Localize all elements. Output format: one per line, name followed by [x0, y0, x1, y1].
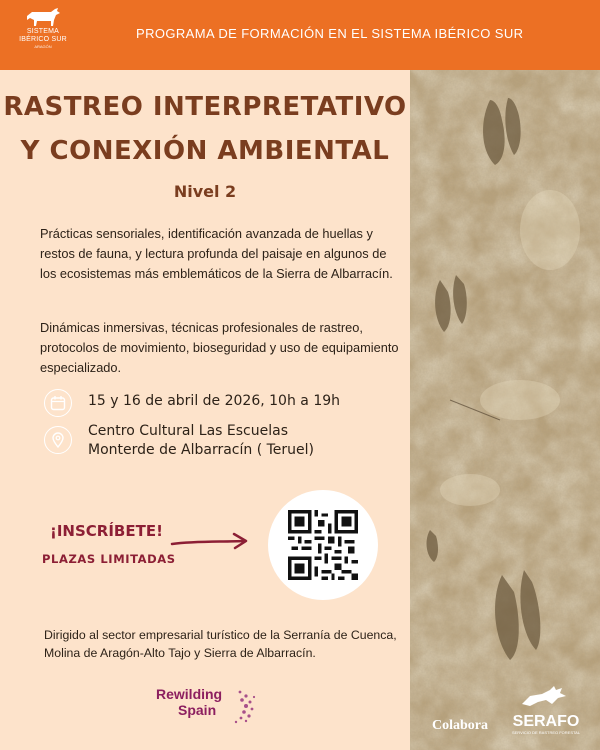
arrow-right-icon — [170, 531, 250, 551]
title-line2: Y CONEXIÓN AMBIENTAL — [20, 136, 390, 166]
serafo-name: SERAFO — [512, 713, 580, 730]
rewilding-spain-logo — [156, 684, 266, 730]
venue-location: Monterde de Albarracín ( Teruel) — [88, 442, 315, 458]
spain-word: Spain — [178, 702, 217, 718]
description-paragraph-2: Dinámicas inmersivas, técnicas profesionales de rastreo, protocolos de movimiento, bioseguridad y uso de equipamiento especializado. — [40, 320, 399, 375]
venue-name: Centro Cultural Las Escuelas — [88, 423, 288, 439]
bull-icon — [23, 6, 63, 28]
program-title: PROGRAMA DE FORMACIÓN EN EL SISTEMA IBÉRICO SUR — [136, 26, 524, 41]
running-deer-icon — [516, 684, 576, 710]
audience-text: Dirigido al sector empresarial turístico de la Serranía de Cuenca, Molina de Aragón-Alto Tajo y Sierra de Albarracín. — [44, 628, 397, 660]
serafo-subtitle: SERVICIO DE RASTREO FORESTAL — [511, 730, 581, 735]
logo-line2: IBÉRICO SUR — [19, 36, 67, 43]
serafo-logo — [506, 684, 586, 744]
logo-line1: SISTEMA — [26, 28, 60, 35]
signup-call: ¡INSCRÍBETE! — [50, 522, 163, 540]
qr-code-badge[interactable] — [268, 490, 378, 600]
header-bar — [0, 0, 600, 70]
leaf-mark-icon — [222, 688, 262, 728]
location-pin-icon — [44, 426, 72, 454]
calendar-icon — [44, 389, 72, 417]
sistema-iberico-logo — [12, 6, 74, 64]
colabora-label: Colabora — [432, 718, 488, 733]
title-line1: RASTREO INTERPRETATIVO — [3, 92, 407, 122]
rewilding-word: Rewilding — [156, 686, 223, 702]
qr-code[interactable] — [288, 510, 358, 580]
description-paragraph-1: Prácticas sensoriales, identificación avanzada de huellas y restos de fauna, y lectura profunda del paisaje en algunos de los ecosistemas más emblemáticos de la Sierra de Albarracín. — [40, 226, 393, 281]
event-date: 15 y 16 de abril de 2026, 10h a 19h — [88, 393, 340, 409]
course-level: Nivel 2 — [173, 182, 237, 201]
limited-places: PLAZAS LIMITADAS — [42, 552, 176, 566]
logo-line3: ARAGÓN — [34, 44, 52, 49]
tracks-photo — [410, 70, 600, 750]
